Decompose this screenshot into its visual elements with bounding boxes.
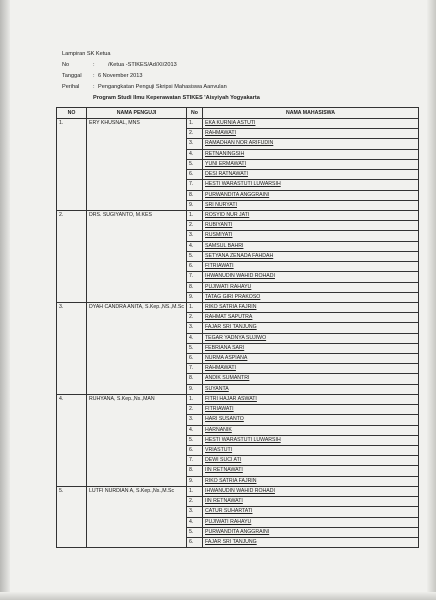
student-name: TEGAR YADNYA SUJIWO — [203, 333, 419, 343]
student-number: 3. — [187, 323, 203, 333]
student-number: 4. — [187, 425, 203, 435]
student-name: SETYANA ZENADA FAHDAH — [203, 251, 419, 261]
student-name: ANDIK SUMANTRI — [203, 374, 419, 384]
scan-edge-bottom — [0, 592, 436, 600]
student-name: PUJIWATI RAHAYU — [203, 282, 419, 292]
student-number: 2. — [187, 405, 203, 415]
table-header-row — [57, 108, 419, 119]
student-number: 2. — [187, 497, 203, 507]
student-name: RIKO SATRIA FAJRIN — [203, 302, 419, 312]
lampiran-text: Lampiran SK Ketua — [62, 51, 111, 57]
examiner-number: 3. — [57, 302, 87, 394]
student-number: 6. — [187, 354, 203, 364]
student-name: RIKO SATRIA FAJRIN — [203, 476, 419, 486]
lampiran-line — [62, 52, 111, 58]
student-number: 7. — [187, 272, 203, 282]
student-number: 6. — [187, 170, 203, 180]
student-name: FEBRIANA SARI — [203, 343, 419, 353]
date-colon: : — [93, 73, 95, 79]
student-name: HESTI WARASTUTI LUWARSIH — [203, 180, 419, 190]
student-name: FITRIAWATI — [203, 405, 419, 415]
number-label: No — [62, 62, 70, 68]
number-value: /Ketua -STIKES/Ad/XI/2013 — [108, 62, 177, 68]
student-number: 1. — [187, 394, 203, 404]
scan-edge-right — [427, 0, 436, 600]
examiner-name: RUHYANA, S.Kep.,Ns.,MAN — [87, 394, 187, 486]
student-name: RAHMAWATI — [203, 129, 419, 139]
examiner-name: LUTFI NURDIAN A, S.Kep.,Ns.,M.Sc — [87, 486, 187, 547]
table-row — [57, 210, 419, 220]
student-name: HARI SUSANTO — [203, 415, 419, 425]
student-number: 4. — [187, 241, 203, 251]
student-number: 1. — [187, 119, 203, 129]
student-name: RAMADHAN NOR ARIFUDIN — [203, 139, 419, 149]
scan-edge-left — [0, 0, 10, 600]
student-number: 9. — [187, 476, 203, 486]
examiner-name: DYAH CANDRA ANITA, S.Kep.,NS.,M.Sc — [87, 302, 187, 394]
student-number: 2. — [187, 313, 203, 323]
subject-colon: : — [93, 84, 95, 90]
student-number: 6. — [187, 537, 203, 547]
student-name: SRI NURYATI — [203, 200, 419, 210]
table-row — [57, 302, 419, 312]
number-colon: : — [93, 62, 95, 68]
student-number: 9. — [187, 384, 203, 394]
student-name: DESI RATNAWATI — [203, 170, 419, 180]
student-number: 8. — [187, 374, 203, 384]
student-number: 2. — [187, 129, 203, 139]
student-number: 3. — [187, 139, 203, 149]
student-name: SAMSUL BAHRI — [203, 241, 419, 251]
student-number: 9. — [187, 292, 203, 302]
subject-value-2: Program Studi Ilmu Keperawatan STIKES 'Aisyiyah Yogyakarta — [93, 95, 260, 101]
date-label: Tanggal — [62, 73, 82, 79]
header-student-no: No — [187, 108, 203, 119]
student-name: FAJAR SRI TANJUNG — [203, 323, 419, 333]
table-row — [57, 486, 419, 496]
student-number: 7. — [187, 180, 203, 190]
student-name: RETNANINGSIH — [203, 149, 419, 159]
student-name: RAHMAT SAPUTRA — [203, 313, 419, 323]
student-number: 7. — [187, 456, 203, 466]
student-name: EKA KURNIA ASTUTI — [203, 119, 419, 129]
header-examiner-name: NAMA PENGUJI — [87, 108, 187, 119]
student-name: IHWANUDIN WAHID ROHADI — [203, 486, 419, 496]
student-name: DEWI SUCI ATI — [203, 456, 419, 466]
student-number: 4. — [187, 517, 203, 527]
examiner-number: 5. — [57, 486, 87, 547]
student-number: 5. — [187, 251, 203, 261]
examiner-number: 2. — [57, 210, 87, 302]
examiner-table — [56, 107, 419, 548]
student-number: 5. — [187, 159, 203, 169]
student-name: CATUR SUHARTATI — [203, 507, 419, 517]
student-number: 5. — [187, 527, 203, 537]
table-body — [57, 119, 419, 548]
student-name: HARNANIK — [203, 425, 419, 435]
student-name: ROSYID NUR JATI — [203, 210, 419, 220]
student-name: VRIASTUTI — [203, 446, 419, 456]
student-name: TATAG GIRI PRAKOSO — [203, 292, 419, 302]
student-name: PUJIWATI RAHAYU — [203, 517, 419, 527]
student-name: HESTI WARASTUTI LUWARSIH — [203, 435, 419, 445]
student-number: 6. — [187, 446, 203, 456]
student-number: 1. — [187, 302, 203, 312]
examiner-number: 4. — [57, 394, 87, 486]
student-number: 3. — [187, 507, 203, 517]
student-name: PURWANDITA ANGGRAINI — [203, 527, 419, 537]
student-name: YUNI ERMAWATI — [203, 159, 419, 169]
student-number: 5. — [187, 343, 203, 353]
student-name: RUSMIYATI — [203, 231, 419, 241]
student-name: RUBIYANTI — [203, 221, 419, 231]
student-number: 3. — [187, 415, 203, 425]
student-name: NURMA ASPIANA — [203, 354, 419, 364]
header-no: NO — [57, 108, 87, 119]
student-name: PURWANDITA ANGGRAINI — [203, 190, 419, 200]
table-row — [57, 394, 419, 404]
student-number: 6. — [187, 262, 203, 272]
student-number: 1. — [187, 210, 203, 220]
examiner-name: ERY KHUSNAL, MNS — [87, 119, 187, 211]
student-number: 9. — [187, 200, 203, 210]
subject-label: Perihal — [62, 84, 80, 90]
student-number: 4. — [187, 333, 203, 343]
student-number: 8. — [187, 466, 203, 476]
student-name: FITRI HAJAR ASWATI — [203, 394, 419, 404]
student-number: 3. — [187, 231, 203, 241]
examiner-number: 1. — [57, 119, 87, 211]
student-number: 8. — [187, 282, 203, 292]
student-number: 5. — [187, 435, 203, 445]
student-name: IIN RETNAWATI — [203, 466, 419, 476]
examiner-name: DRS. SUGIYANTO, M.KES — [87, 210, 187, 302]
student-name: FAJAR SRI TANJUNG — [203, 537, 419, 547]
student-number: 7. — [187, 364, 203, 374]
table-row — [57, 119, 419, 129]
student-number: 2. — [187, 221, 203, 231]
header-student-name: NAMA MAHASISWA — [203, 108, 419, 119]
date-value: 6 November 2013 — [98, 73, 143, 79]
student-name: SUYANTA — [203, 384, 419, 394]
student-name: IIN RETNAWATI — [203, 497, 419, 507]
student-name: RAHMAWATI — [203, 364, 419, 374]
student-number: 8. — [187, 190, 203, 200]
student-number: 1. — [187, 486, 203, 496]
student-name: IHWANUDIN WAHID ROHADI — [203, 272, 419, 282]
subject-value: Pengangkatan Penguji Skripsi Mahasiswa Aanvulan — [98, 84, 227, 90]
student-number: 4. — [187, 149, 203, 159]
student-name: FITRIAWATI — [203, 262, 419, 272]
